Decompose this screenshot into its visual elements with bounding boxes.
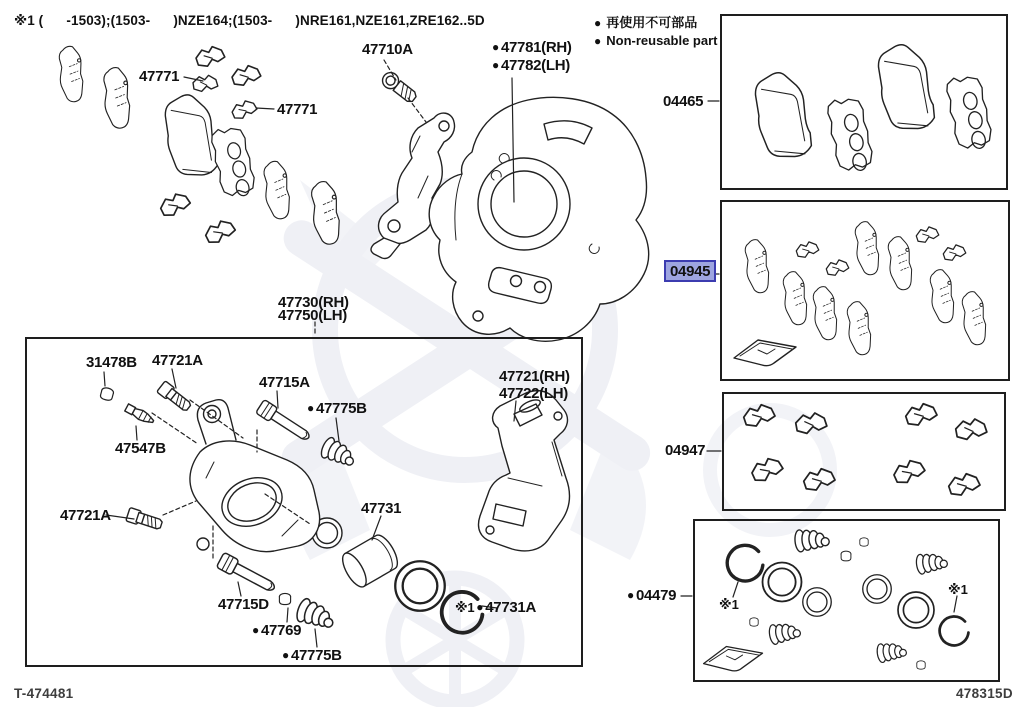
- pad-shim-cluster-drawing: [57, 45, 343, 246]
- pad-kit-box-04465: [720, 14, 1008, 190]
- figure-code-left: T-474481: [14, 686, 74, 701]
- figure-code-right: 478315D: [956, 686, 1013, 701]
- part-label-47710a: 47710A: [362, 41, 413, 58]
- non-reusable-dot-icon: ●: [282, 648, 289, 662]
- non-reusable-dot-icon: ●: [594, 34, 602, 48]
- seal-kit-box-04479: [693, 519, 1000, 682]
- part-label-47730: 47730(RH): [278, 294, 349, 311]
- non-reusable-dot-icon: ●: [252, 623, 259, 637]
- bolt-47710a-drawing: [379, 69, 419, 105]
- part-label-47750: 47750(LH): [278, 307, 347, 324]
- fitting-kit-box-04947: [722, 392, 1006, 511]
- shim-kit-box-04945: [720, 200, 1010, 381]
- part-label-47771-right: 47771: [277, 101, 318, 118]
- part-label-47731: 47731: [361, 500, 402, 517]
- ref-marker-04479-left: ※1: [719, 597, 739, 612]
- legend: [594, 14, 718, 50]
- part-label-47715a: 47715A: [259, 374, 310, 391]
- legend-jp-text: 再使用不可部品: [606, 15, 698, 30]
- part-label-47771-left: 47771: [139, 68, 180, 85]
- non-reusable-dot-icon: ●: [627, 588, 634, 602]
- legend-row-jp: [594, 14, 718, 32]
- part-label-47721a-top: 47721A: [152, 352, 203, 369]
- part-label-47722lh: 47722(LH): [499, 385, 568, 402]
- part-label-47547b: 47547B: [115, 440, 166, 457]
- non-reusable-dot-icon: ●: [594, 16, 602, 30]
- non-reusable-dot-icon: ●: [492, 58, 499, 72]
- non-reusable-dot-icon: ●: [307, 401, 314, 415]
- part-label-47731a: ※1 ● 47731A: [455, 599, 536, 616]
- part-label-47721a-left: 47721A: [60, 507, 111, 524]
- ref-marker: ※1: [455, 600, 475, 615]
- ref-marker-04479-right: ※1: [948, 582, 968, 597]
- part-label-04945-selected[interactable]: 04945: [664, 260, 716, 282]
- part-label-47721rh: 47721(RH): [499, 368, 570, 385]
- part-label-47715d: 47715D: [218, 596, 269, 613]
- part-label-31478b: 31478B: [86, 354, 137, 371]
- non-reusable-dot-icon: ●: [492, 40, 499, 54]
- legend-en-text: Non-reusable part: [606, 33, 718, 48]
- part-label-04947: 04947: [665, 442, 706, 459]
- applicability-note: ※1 ( -1503);(1503- )NZE164;(1503- )NRE161,NZE161,ZRE162..5D: [14, 13, 485, 28]
- part-label-04479: ● 04479: [627, 587, 677, 604]
- part-label-47769: ● 47769: [252, 622, 302, 639]
- part-label-47775b-top: ● 47775B: [307, 400, 367, 417]
- part-label-47782: ● 47782(LH): [492, 57, 570, 74]
- part-label-47781: ● 47781(RH): [492, 39, 572, 56]
- part-label-47775b-bottom: ● 47775B: [282, 647, 342, 664]
- legend-row-en: [594, 32, 718, 50]
- part-label-04465: 04465: [663, 93, 704, 110]
- non-reusable-dot-icon: ●: [476, 600, 484, 614]
